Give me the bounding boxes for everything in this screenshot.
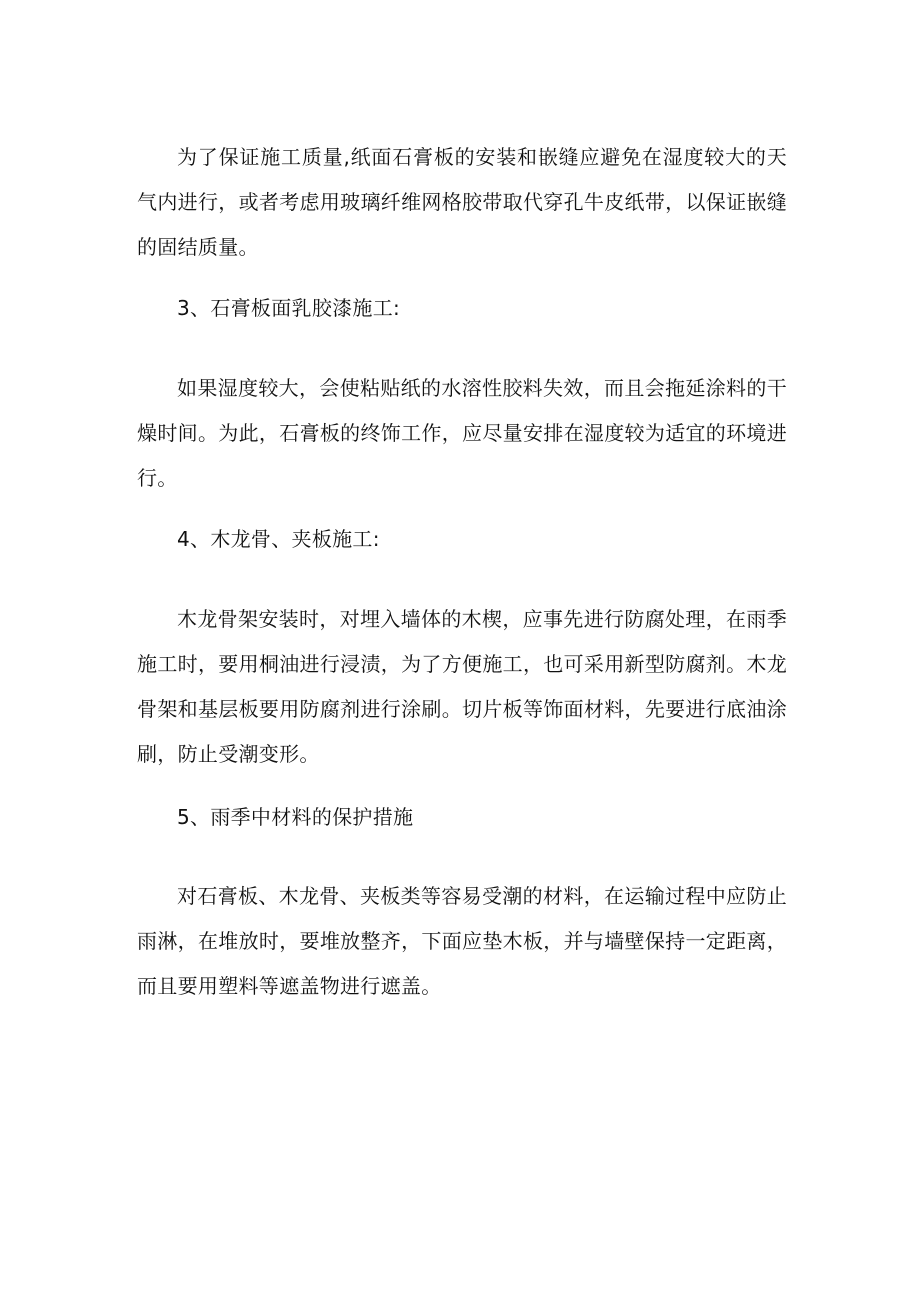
section-heading-3: 3、石膏板面乳胶漆施工: <box>177 296 401 320</box>
paragraph-latex-paint: 如果湿度较大，会使粘贴纸的水溶性胶料失效，而且会拖延涂料的干燥时间。为此，石膏板的终饰工作，应尽量安排在湿度较为适宜的环境进行。 <box>137 376 787 490</box>
paragraph-gypsum-installation: 为了保证施工质量,纸面石膏板的安装和嵌缝应避免在湿度较大的天气内进行，或者考虑用玻璃纤维网格胶带取代穿孔牛皮纸带，以保证嵌缝的固结质量。 <box>137 145 787 259</box>
section-heading-5: 5、雨季中材料的保护措施 <box>177 805 414 829</box>
paragraph-material-protection: 对石膏板、木龙骨、夹板类等容易受潮的材料，在运输过程中应防止雨淋，在堆放时，要堆放整齐，下面应垫木板，并与墙壁保持一定距离，而且要用塑料等遮盖物进行遮盖。 <box>137 884 787 998</box>
paragraph-wood-keel: 木龙骨架安装时，对埋入墙体的木楔，应事先进行防腐处理，在雨季施工时，要用桐油进行浸渍，为了方便施工，也可采用新型防腐剂。木龙骨架和基层板要用防腐剂进行涂刷。切片板等饰面材料，先要进行底油涂刷，防止受潮变形。 <box>137 607 787 766</box>
section-heading-4: 4、木龙骨、夹板施工: <box>177 527 380 551</box>
